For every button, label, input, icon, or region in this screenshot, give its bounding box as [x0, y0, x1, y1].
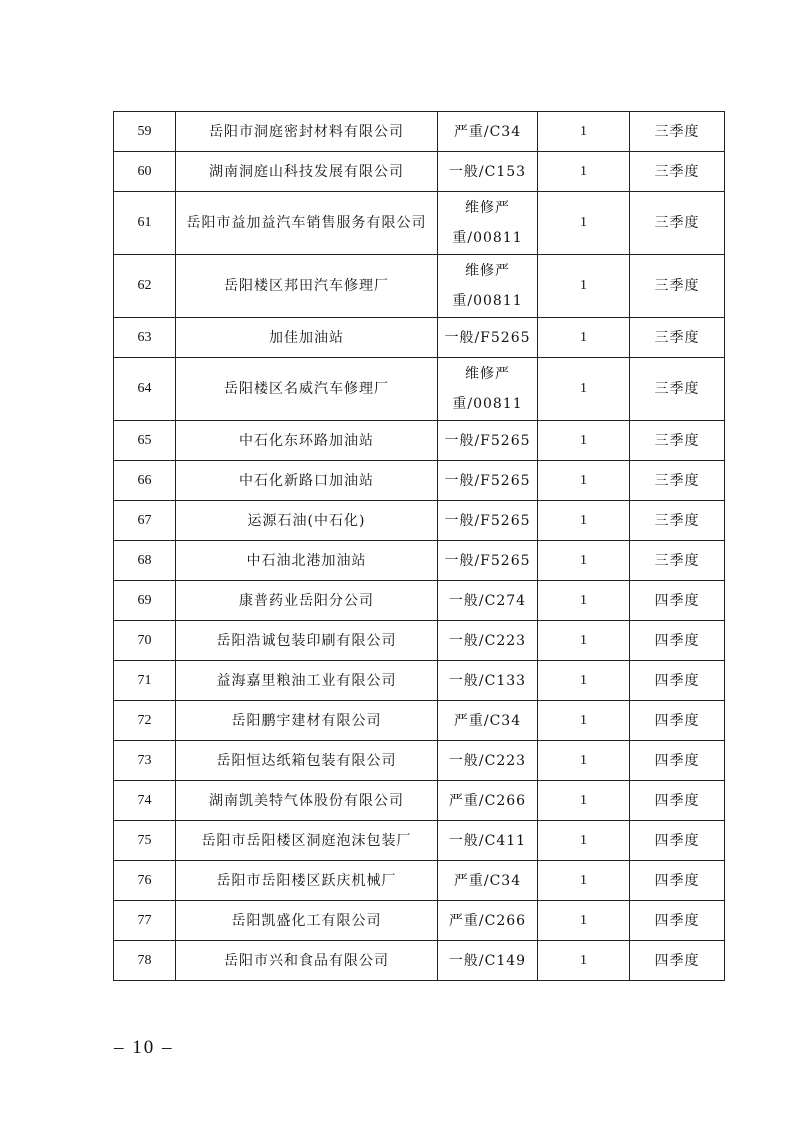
count: 1: [538, 661, 630, 701]
count: 1: [538, 621, 630, 661]
violation-level: 严重/C266: [438, 901, 538, 941]
count: 1: [538, 152, 630, 192]
company-name: 中石化东环路加油站: [176, 421, 438, 461]
violation-level: 一般/C149: [438, 941, 538, 981]
table-row: [114, 861, 725, 901]
quarter: 四季度: [630, 901, 725, 941]
quarter: 三季度: [630, 192, 725, 255]
violation-level: 严重/C266: [438, 781, 538, 821]
row-number: 68: [114, 541, 176, 581]
table-row: [114, 192, 725, 255]
table-row: [114, 701, 725, 741]
row-number: 61: [114, 192, 176, 255]
quarter: 四季度: [630, 621, 725, 661]
violation-level: 一般/C223: [438, 621, 538, 661]
count: 1: [538, 821, 630, 861]
row-number: 59: [114, 112, 176, 152]
violation-level: 一般/F5265: [438, 318, 538, 358]
count: 1: [538, 358, 630, 421]
count: 1: [538, 781, 630, 821]
table-row: [114, 318, 725, 358]
company-name: 岳阳市益加益汽车销售服务有限公司: [176, 192, 438, 255]
count: 1: [538, 112, 630, 152]
company-name: 岳阳市岳阳楼区跃庆机械厂: [176, 861, 438, 901]
enterprise-table: [113, 111, 725, 981]
row-number: 69: [114, 581, 176, 621]
row-number: 60: [114, 152, 176, 192]
table-row: [114, 461, 725, 501]
count: 1: [538, 461, 630, 501]
violation-level: 维修严重/00811: [438, 358, 538, 421]
violation-level: 严重/C34: [438, 861, 538, 901]
table-row: [114, 661, 725, 701]
count: 1: [538, 541, 630, 581]
violation-level: 一般/C153: [438, 152, 538, 192]
count: 1: [538, 701, 630, 741]
table-row: [114, 358, 725, 421]
quarter: 三季度: [630, 541, 725, 581]
violation-level: 严重/C34: [438, 701, 538, 741]
company-name: 湖南凯美特气体股份有限公司: [176, 781, 438, 821]
company-name: 岳阳恒达纸箱包装有限公司: [176, 741, 438, 781]
quarter: 三季度: [630, 152, 725, 192]
violation-level: 一般/F5265: [438, 501, 538, 541]
quarter: 四季度: [630, 941, 725, 981]
row-number: 78: [114, 941, 176, 981]
row-number: 71: [114, 661, 176, 701]
row-number: 64: [114, 358, 176, 421]
row-number: 76: [114, 861, 176, 901]
row-number: 63: [114, 318, 176, 358]
count: 1: [538, 581, 630, 621]
row-number: 75: [114, 821, 176, 861]
violation-level: 一般/C133: [438, 661, 538, 701]
table-row: [114, 152, 725, 192]
company-name: 岳阳楼区邦田汽车修理厂: [176, 255, 438, 318]
quarter: 三季度: [630, 318, 725, 358]
violation-level: 一般/C223: [438, 741, 538, 781]
row-number: 73: [114, 741, 176, 781]
company-name: 中石化新路口加油站: [176, 461, 438, 501]
row-number: 70: [114, 621, 176, 661]
company-name: 益海嘉里粮油工业有限公司: [176, 661, 438, 701]
row-number: 66: [114, 461, 176, 501]
count: 1: [538, 192, 630, 255]
table-row: [114, 112, 725, 152]
quarter: 三季度: [630, 112, 725, 152]
table-row: [114, 501, 725, 541]
count: 1: [538, 501, 630, 541]
company-name: 康普药业岳阳分公司: [176, 581, 438, 621]
quarter: 三季度: [630, 461, 725, 501]
quarter: 三季度: [630, 255, 725, 318]
count: 1: [538, 318, 630, 358]
row-number: 77: [114, 901, 176, 941]
violation-level: 一般/F5265: [438, 461, 538, 501]
violation-level: 一般/C274: [438, 581, 538, 621]
count: 1: [538, 941, 630, 981]
violation-level: 维修严重/00811: [438, 255, 538, 318]
count: 1: [538, 421, 630, 461]
violation-level: 一般/F5265: [438, 541, 538, 581]
company-name: 岳阳浩诚包装印刷有限公司: [176, 621, 438, 661]
quarter: 三季度: [630, 501, 725, 541]
count: 1: [538, 741, 630, 781]
row-number: 67: [114, 501, 176, 541]
quarter: 三季度: [630, 358, 725, 421]
quarter: 四季度: [630, 661, 725, 701]
violation-level: 维修严重/00811: [438, 192, 538, 255]
company-name: 岳阳凯盛化工有限公司: [176, 901, 438, 941]
company-name: 湖南洞庭山科技发展有限公司: [176, 152, 438, 192]
violation-level: 一般/C411: [438, 821, 538, 861]
table-row: [114, 621, 725, 661]
table-row: [114, 821, 725, 861]
page-number: – 10 –: [114, 1037, 174, 1058]
table-row: [114, 781, 725, 821]
table-row: [114, 901, 725, 941]
company-name: 岳阳市兴和食品有限公司: [176, 941, 438, 981]
row-number: 62: [114, 255, 176, 318]
quarter: 四季度: [630, 821, 725, 861]
quarter: 四季度: [630, 581, 725, 621]
count: 1: [538, 861, 630, 901]
company-name: 岳阳楼区名威汽车修理厂: [176, 358, 438, 421]
table-row: [114, 741, 725, 781]
row-number: 72: [114, 701, 176, 741]
violation-level: 一般/F5265: [438, 421, 538, 461]
table-row: [114, 581, 725, 621]
quarter: 三季度: [630, 421, 725, 461]
quarter: 四季度: [630, 741, 725, 781]
row-number: 74: [114, 781, 176, 821]
company-name: 岳阳鹏宇建材有限公司: [176, 701, 438, 741]
count: 1: [538, 901, 630, 941]
count: 1: [538, 255, 630, 318]
company-name: 中石油北港加油站: [176, 541, 438, 581]
table-row: [114, 421, 725, 461]
company-name: 加佳加油站: [176, 318, 438, 358]
quarter: 四季度: [630, 701, 725, 741]
company-name: 运源石油(中石化): [176, 501, 438, 541]
company-name: 岳阳市洞庭密封材料有限公司: [176, 112, 438, 152]
row-number: 65: [114, 421, 176, 461]
quarter: 四季度: [630, 781, 725, 821]
quarter: 四季度: [630, 861, 725, 901]
violation-level: 严重/C34: [438, 112, 538, 152]
company-name: 岳阳市岳阳楼区洞庭泡沫包装厂: [176, 821, 438, 861]
table-row: [114, 941, 725, 981]
table-row: [114, 541, 725, 581]
table-row: [114, 255, 725, 318]
